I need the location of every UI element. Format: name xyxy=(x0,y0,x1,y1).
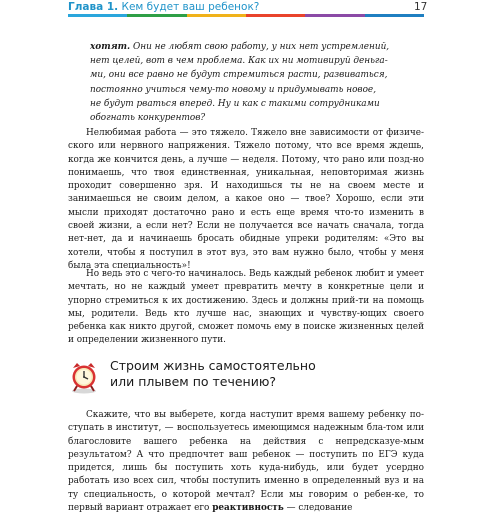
paragraph-2: Но ведь это с чего-то начиналось. Ведь каждый ребенок любит и умеет мечтать, но не каждый умеет превратить мечту в конкретные цели и упорно стремиться к их достижению. Здесь и должны прий-ти на помощь мы, родители. Ведь кто лучше нас, знающих и чувству-ющих своего ребенка как никто другой, сможет помочь ему в поиске жизненных целей и определении жизненного пути. xyxy=(68,269,424,346)
rainbow-segment-3 xyxy=(187,14,246,17)
paragraph-3-bold: реактивность xyxy=(212,503,284,514)
quote-text: Они не любят свою работу, у них нет устремлений, нет целей, вот в чем проблема. Как их ни мотивируй деньга- ми, они все равно не будут стремиться расти, развиваться, постоянно учиться чему-то новому и придумывать новое, не будут рваться вперед. Ну и как с такими сотрудниками обогнать конкурентов? xyxy=(90,42,390,124)
page-number: 17 xyxy=(414,1,428,13)
rainbow-divider xyxy=(68,14,424,17)
quote-block xyxy=(90,40,410,125)
rainbow-segment-6 xyxy=(365,14,424,17)
chapter-heading xyxy=(68,1,259,13)
paragraph-3-end: — следование xyxy=(283,503,353,514)
quote-lead: хотят. xyxy=(90,42,131,52)
section-title: Строим жизнь самостоятельно или плывем по течению? xyxy=(110,358,316,389)
rainbow-segment-5 xyxy=(305,14,364,17)
page-header xyxy=(0,0,500,20)
alarm-clock-icon xyxy=(68,360,100,394)
paragraph-1: Нелюбимая работа — это тяжело. Тяжело вне зависимости от физиче-ского или нервного напряжения. Тяжело потому, что все время ждешь, когда же кончится день, а лучше — неделя. Потому, что рано или позд-но понимаешь, что твоя единственная, уникальная, неповторимая жизнь проходит совершенно зря. И находишься ты не на своем месте и занимаешься не своим делом, а какое оно — твое? Хорошо, если эти мысли приходят достаточно рано и есть еще время что-то изменить в своей жизни, а если нет? Если не получается все начать сначала, тогда нет-нет, да и начинаешь бросать обидные упреки родителям: «Это вы хотели, чтобы я поступил в этот вуз, это вам нужно было, чтобы у меня была эта специальность»! xyxy=(68,128,424,271)
chapter-label: Глава 1. xyxy=(68,1,119,13)
rainbow-segment-2 xyxy=(127,14,186,17)
paragraph-3 xyxy=(68,409,424,515)
rainbow-segment-1 xyxy=(68,14,127,17)
chapter-title-text: Кем будет ваш ребенок? xyxy=(121,1,260,13)
paragraph-3-start: Скажите, что вы выберете, когда наступит время вашему ребенку по-ступать в институт, — воспользуетесь имеющимся надежным бла-том или благословите вашего ребенка на действия с непредсказуе-мым результатом? А что предпочтет ваш ребенок — поступить по ЕГЭ куда придется, лишь бы поступить хоть куда-нибудь, или будет усердно работать изо всех сил, чтобы поступить именно в определенный вуз и на ту специальность, о которой мечтал? Если мы говорим о ребен-ке, то первый вариант отражает его xyxy=(68,410,424,514)
rainbow-segment-4 xyxy=(246,14,305,17)
